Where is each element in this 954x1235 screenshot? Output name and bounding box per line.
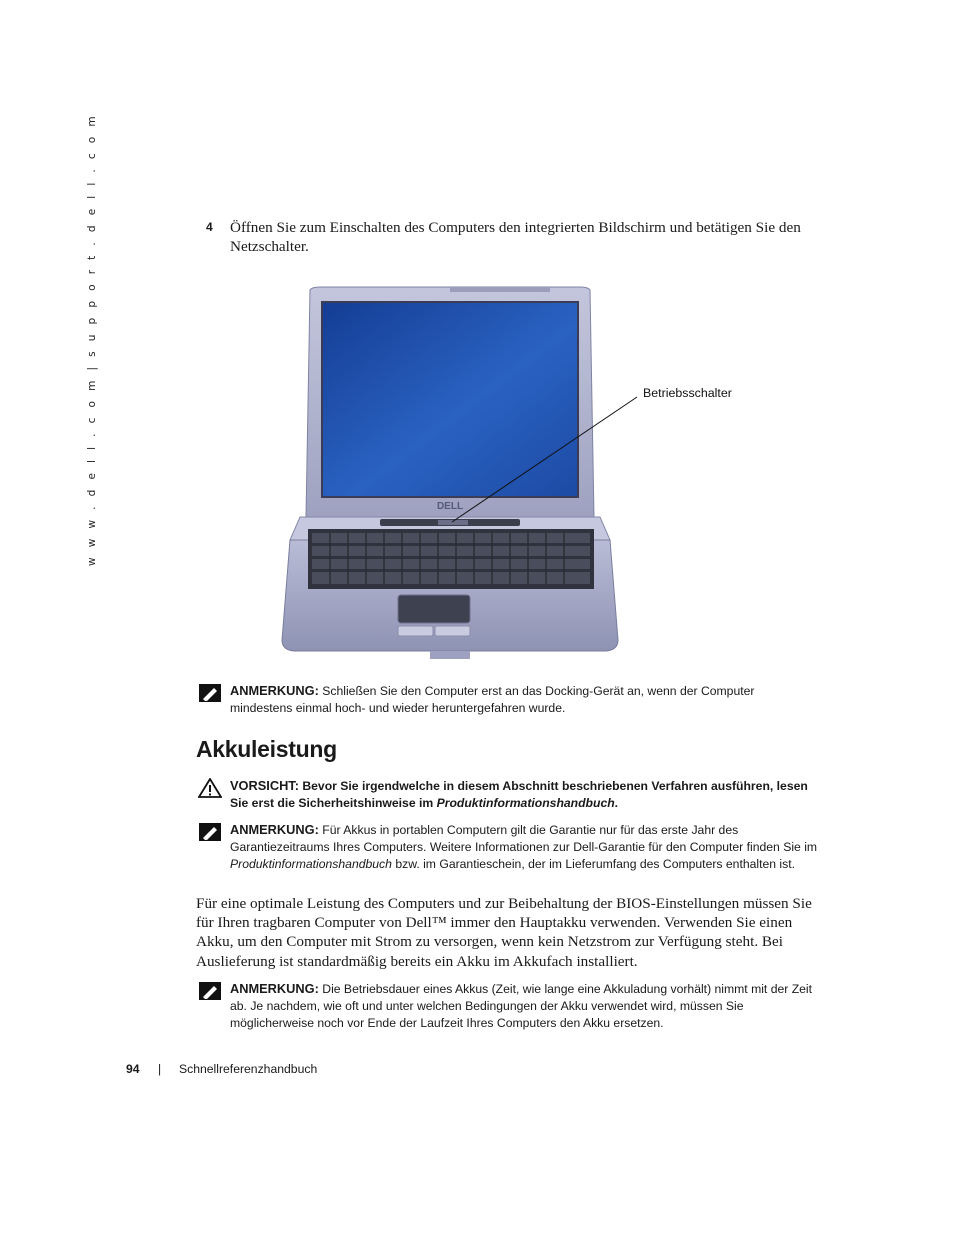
dell-logo: DELL bbox=[436, 501, 464, 512]
note-text-end: bzw. im Garantieschein, der im Lieferumfang des Computers enthalten ist. bbox=[391, 857, 795, 872]
note-label: ANMERKUNG: bbox=[230, 683, 319, 698]
section-heading: Akkuleistung bbox=[196, 736, 337, 762]
note-battery-life bbox=[198, 980, 818, 1033]
note-label: ANMERKUNG: bbox=[230, 981, 319, 996]
footer-title: Schnellreferenzhandbuch bbox=[179, 1062, 318, 1076]
laptop-illustration bbox=[280, 285, 750, 665]
page-number: 94 bbox=[126, 1062, 140, 1076]
warning-triangle-icon bbox=[198, 778, 222, 798]
caution-manual-title: Produktinformationshandbuch bbox=[436, 796, 615, 811]
footer-separator: | bbox=[158, 1062, 162, 1076]
note-text: Die Betriebsdauer eines Akkus (Zeit, wie lange eine Akkuladung vorhält) nimmt mit der Zeit ab. Je nachdem, wie oft und unter welchen Bedingungen der Akku verwendet wird, müssen Sie möglicherweise noch vor Ende der Laufzeit Ihres Computers den Akku ersetzen. bbox=[230, 982, 813, 1031]
note-label: ANMERKUNG: bbox=[230, 822, 319, 837]
body-paragraph: Für eine optimale Leistung des Computers und zur Beibehaltung der BIOS-Einstellungen müssen Sie für Ihren tragbaren Computer von Dell™ immer den Hauptakku verwenden. Verwenden Sie einen Akku, um den Computer mit Strom zu versorgen, wenn kein Netzstrom zur Verfügung steht. Bei Auslieferung ist standardmäßig bereits ein Akku im Akkufach installiert. bbox=[196, 895, 812, 970]
laptop-figure bbox=[280, 285, 750, 665]
note-text: Für Akkus in portablen Computern gilt die Garantie nur für das erste Jahr des Garantiezeitraums Ihres Computers. Weitere Informationen zur Dell-Garantie für den Computer finden Sie im bbox=[230, 823, 818, 855]
callout-power-switch: Betriebsschalter bbox=[643, 386, 732, 400]
note-pencil-icon bbox=[198, 822, 222, 842]
note-text: Schließen Sie den Computer erst an das Docking-Gerät an, wenn der Computer mindestens einmal hoch- und wieder heruntergefahren wurde. bbox=[230, 684, 755, 716]
note-docking bbox=[198, 682, 818, 717]
caution-label: VORSICHT: bbox=[230, 778, 299, 793]
side-url: w w w . d e l l . c o m | s u p p o r t . d e l l . c o m bbox=[86, 113, 98, 567]
step-number: 4 bbox=[206, 220, 213, 234]
note-pencil-icon bbox=[198, 683, 222, 703]
caution-text: Bevor Sie irgendwelche in diesem Abschnitt beschriebenen Verfahren ausführen, lesen Sie erst die Sicherheitshinweise im bbox=[230, 779, 808, 811]
step-text: Öffnen Sie zum Einschalten des Computers den integrierten Bildschirm und betätigen Sie den Netzschalter. bbox=[230, 219, 801, 255]
note-pencil-icon bbox=[198, 981, 222, 1001]
caution-notice bbox=[198, 777, 818, 812]
step-4 bbox=[206, 218, 816, 256]
note-manual-title: Produktinformationshandbuch bbox=[230, 857, 392, 872]
caution-text-end: . bbox=[614, 796, 619, 811]
note-warranty bbox=[198, 821, 818, 874]
